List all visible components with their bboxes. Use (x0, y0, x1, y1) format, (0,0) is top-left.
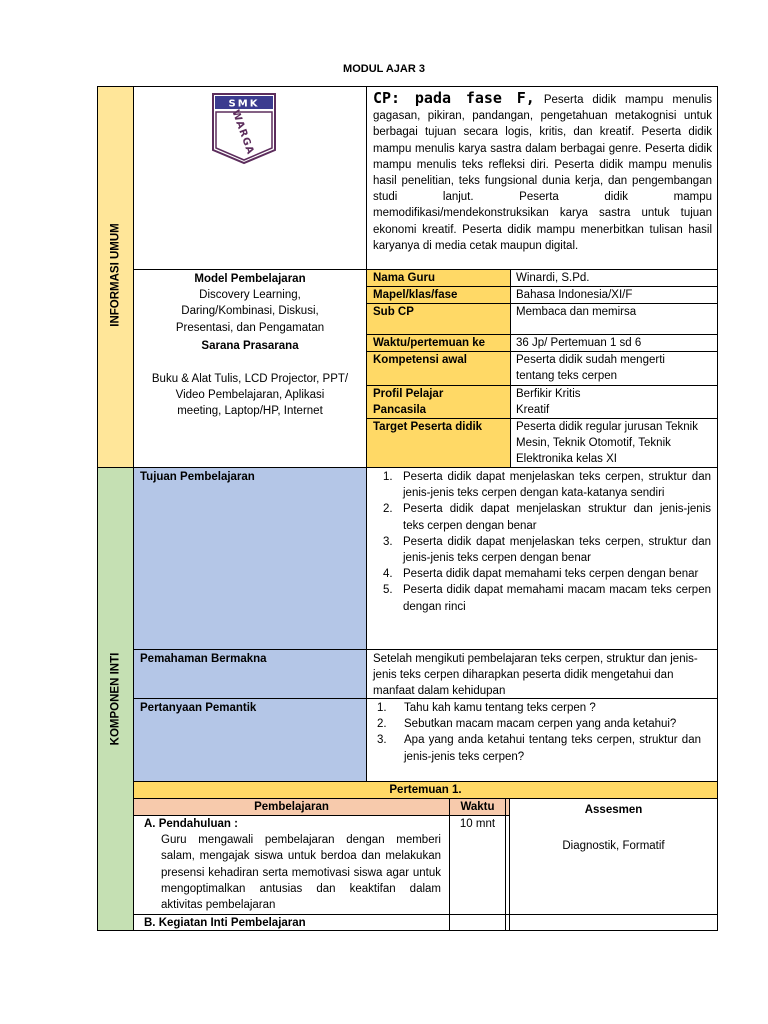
pertanyaan-text: Tahu kah kamu tentang teks cerpen ? (404, 702, 596, 714)
pertemuan-title: Pertemuan 1. (133, 781, 718, 799)
tujuan-item (375, 566, 711, 582)
pertanyaan-item (369, 716, 701, 732)
tujuan-text: Peserta didik dapat menjelaskan struktur dan jenis-jenis teks cerpen dengan benar (403, 503, 711, 532)
info-waktu-label: Waktu/pertemuan ke (366, 334, 511, 352)
info-kompetensi-value: Peserta didik sudah mengerti tentang teks cerpen (510, 351, 718, 386)
tujuan-num: 4. (383, 568, 393, 581)
info-profil-value (510, 385, 718, 419)
info-target-label: Target Peserta didik (366, 418, 511, 468)
info-target-value: Peserta didik regular jurusan Teknik Mesin, Teknik Otomotif, Teknik Elektronika kelas XI (510, 418, 718, 468)
profil-value: Kreatif (516, 404, 550, 417)
pertanyaan-label: Pertanyaan Pemantik (133, 698, 367, 782)
tujuan-num: 2. (383, 503, 393, 516)
col-pembelajaran-header: Pembelajaran (133, 798, 450, 816)
asesmen-cell (509, 798, 718, 915)
pertanyaan-num: 2. (377, 718, 387, 731)
document-title: MODUL AJAR 3 (343, 63, 425, 75)
kegiatan-inti-label: B. Kegiatan Inti Pembelajaran (133, 914, 450, 931)
kegiatan-inti-waktu (449, 914, 506, 931)
model-line: Discovery Learning, (199, 289, 301, 302)
cp-heading: CP: pada fase F, (373, 89, 535, 107)
tujuan-text: Peserta didik dapat menjelaskan teks cerpen, struktur dan jenis-jenis teks cerpen dengan benar (403, 535, 711, 565)
logo-text-bottom: WARGA (229, 108, 256, 157)
pendahuluan-waktu: 10 mnt (449, 815, 506, 915)
info-mapel-value: Bahasa Indonesia/XI/F (510, 286, 718, 304)
tujuan-item (375, 469, 711, 501)
profil-value: Berfikir Kritis (516, 388, 581, 400)
pertanyaan-text: Apa yang anda ketahui tentang teks cerpen, struktur dan jenis-jenis teks cerpen? (404, 734, 701, 763)
pendahuluan-gap (505, 815, 510, 915)
sarana-label: Sarana Prasarana (201, 339, 299, 352)
tujuan-text: Peserta didik dapat memahami teks cerpen dengan benar (403, 568, 699, 581)
info-nama-guru-label: Nama Guru (366, 269, 511, 287)
kegiatan-inti-asesmen (509, 914, 718, 931)
model-line: Presentasi, dan Pengamatan (175, 321, 325, 334)
sarana-line: Buku & Alat Tulis, LCD Projector, PPT/ (151, 373, 349, 386)
tujuan-text: Peserta didik dapat menjelaskan teks cerpen, struktur dan jenis-jenis teks cerpen dengan kata-katanya sendiri (403, 471, 711, 500)
section-komponen-inti-label: KOMPONEN INTI (109, 652, 122, 746)
pertanyaan-list (369, 700, 701, 765)
tujuan-text: Peserta didik dapat memahami macam macam teks cerpen dengan rinci (403, 584, 711, 613)
pertanyaan-cell (366, 698, 718, 782)
pendahuluan-text: Guru mengawali pembelajaran dengan memberi salam, mengajak siswa untuk berdoa dan melakukan presensi kehadiran serta memotivasi siswa agar untuk mengoptimalkan antusias dan keaktifan dalam aktivitas pembelajaran (161, 834, 441, 912)
tujuan-item (375, 534, 711, 566)
pertanyaan-text: Sebutkan macam macam cerpen yang anda ketahui? (404, 718, 677, 731)
tujuan-num: 1. (383, 471, 393, 483)
col-asesmen-header: Assesmen (584, 804, 643, 816)
cp-text: Peserta didik mampu menulis gagasan, pikiran, pandangan, pengetahuan metakognisi untuk berbagai tujuan secara logis, kritis, dan kreatif. Peserta didik mampu menulis karya sastra dalam berbagai genre. Peserta didik mampu menulis teks refleksi diri. Peserta didik mampu menulis hasil penelitian, teks fungsional dunia kerja, dan pengembangan studi lanjut. Peserta didik mampu memodifikasi/mendekonstruksikan karya sastra untuk tujuan ekonomi kreatif. Peserta didik mampu menerbitkan tulisan hasil karyanya di media cetak maupun digital. (373, 94, 713, 252)
pertanyaan-item (369, 700, 701, 716)
sarana-line: meeting, Laptop/HP, Internet (177, 405, 323, 418)
info-nama-guru-value: Winardi, S.Pd. (510, 269, 718, 287)
pertanyaan-num: 1. (377, 702, 387, 714)
info-profil-label: Profil Pelajar Pancasila (366, 385, 511, 419)
info-subcp-label: Sub CP (366, 303, 511, 335)
model-line: Daring/Kombinasi, Diskusi, (181, 305, 319, 318)
school-logo (211, 92, 277, 165)
tujuan-num: 3. (383, 535, 393, 548)
info-mapel-label: Mapel/klas/fase (366, 286, 511, 304)
model-label: Model Pembelajaran (194, 273, 306, 285)
tujuan-list (375, 469, 711, 615)
info-subcp-value: Membaca dan memirsa (510, 303, 718, 335)
info-waktu-value: 36 Jp/ Pertemuan 1 sd 6 (510, 334, 718, 352)
pemahaman-label: Pemahaman Bermakna (133, 649, 367, 699)
cp-cell (366, 86, 718, 270)
sarana-line: Video Pembelajaran, Aplikasi (175, 389, 325, 402)
pendahuluan-label: A. Pendahuluan : (144, 818, 238, 830)
model-sarana-cell (133, 269, 367, 468)
pertanyaan-item (369, 732, 701, 764)
pertanyaan-num: 3. (377, 734, 387, 747)
pendahuluan-cell (133, 815, 450, 915)
tujuan-cell (366, 467, 718, 650)
tujuan-label: Tujuan Pembelajaran (133, 467, 367, 650)
section-komponen-inti (97, 467, 134, 931)
info-kompetensi-label: Kompetensi awal (366, 351, 511, 386)
tujuan-item (375, 501, 711, 533)
section-informasi-umum (97, 86, 134, 468)
tujuan-num: 5. (383, 584, 393, 597)
section-informasi-umum-label: INFORMASI UMUM (109, 223, 122, 327)
asesmen-value: Diagnostik, Formatif (562, 840, 665, 853)
logo-text-top: SMK (228, 98, 260, 110)
tujuan-item (375, 582, 711, 614)
pemahaman-text: Setelah mengikuti pembelajaran teks cerpen, struktur dan jenis-jenis teks cerpen diharapkan peserta didik mengetahui dan manfaat dalam kehidupan (366, 649, 718, 699)
col-waktu-header: Waktu (449, 798, 506, 816)
